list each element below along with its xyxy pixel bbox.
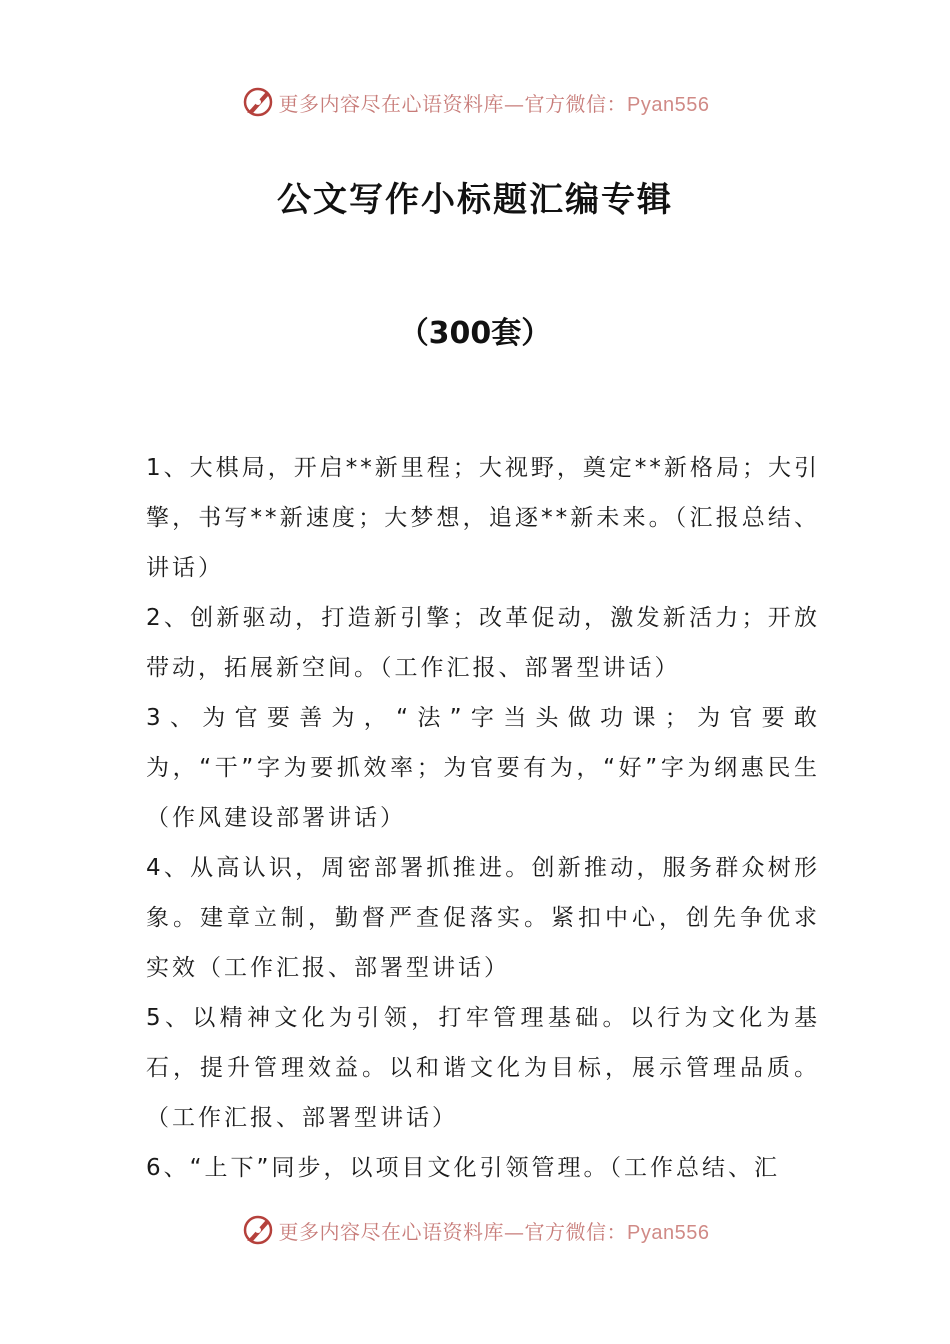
watermark-text: 更多内容尽在心语资料库—官方微信：Pyan556 bbox=[278, 1219, 710, 1244]
footer-watermark-banner bbox=[0, 1210, 950, 1250]
header-watermark-banner bbox=[0, 82, 950, 122]
pen-logo-icon bbox=[241, 85, 275, 119]
pen-logo-icon bbox=[241, 1213, 275, 1247]
list-item: 4、从高认识，周密部署抓推进。创新推动，服务群众树形象。建章立制，勤督严查促落实。紧扣中心，创先争优求实效（工作汇报、部署型讲话） bbox=[146, 855, 820, 981]
wechat-handle: Pyan556 bbox=[627, 1221, 710, 1244]
document-subtitle: （300套） bbox=[398, 316, 552, 351]
watermark-text: 更多内容尽在心语资料库—官方微信：Pyan556 bbox=[278, 91, 710, 116]
document-title: 公文写作小标题汇编专辑 bbox=[277, 180, 673, 220]
list-item: 6、“上下”同步，以项目文化引领管理。（工作总结、汇 bbox=[146, 1155, 780, 1181]
list-item: 5、以精神文化为引领，打牢管理基础。以行为文化为基石，提升管理效益。以和谐文化为目标，展示管理品质。（工作汇报、部署型讲话） bbox=[146, 1005, 820, 1131]
list-item: 1、大棋局，开启**新里程；大视野，奠定**新格局；大引擎，书写**新速度；大梦想，追逐**新未来。（汇报总结、讲话） bbox=[146, 455, 820, 581]
list-item: 2、创新驱动，打造新引擎；改革促动，激发新活力；开放带动，拓展新空间。（工作汇报、部署型讲话） bbox=[146, 605, 820, 681]
document-body bbox=[146, 443, 820, 1193]
wechat-handle: Pyan556 bbox=[627, 93, 710, 116]
list-item: 3、为官要善为，“法”字当头做功课；为官要敢为，“干”字为要抓效率；为官要有为，“好”字为纲惠民生（作风建设部署讲话） bbox=[146, 705, 820, 831]
